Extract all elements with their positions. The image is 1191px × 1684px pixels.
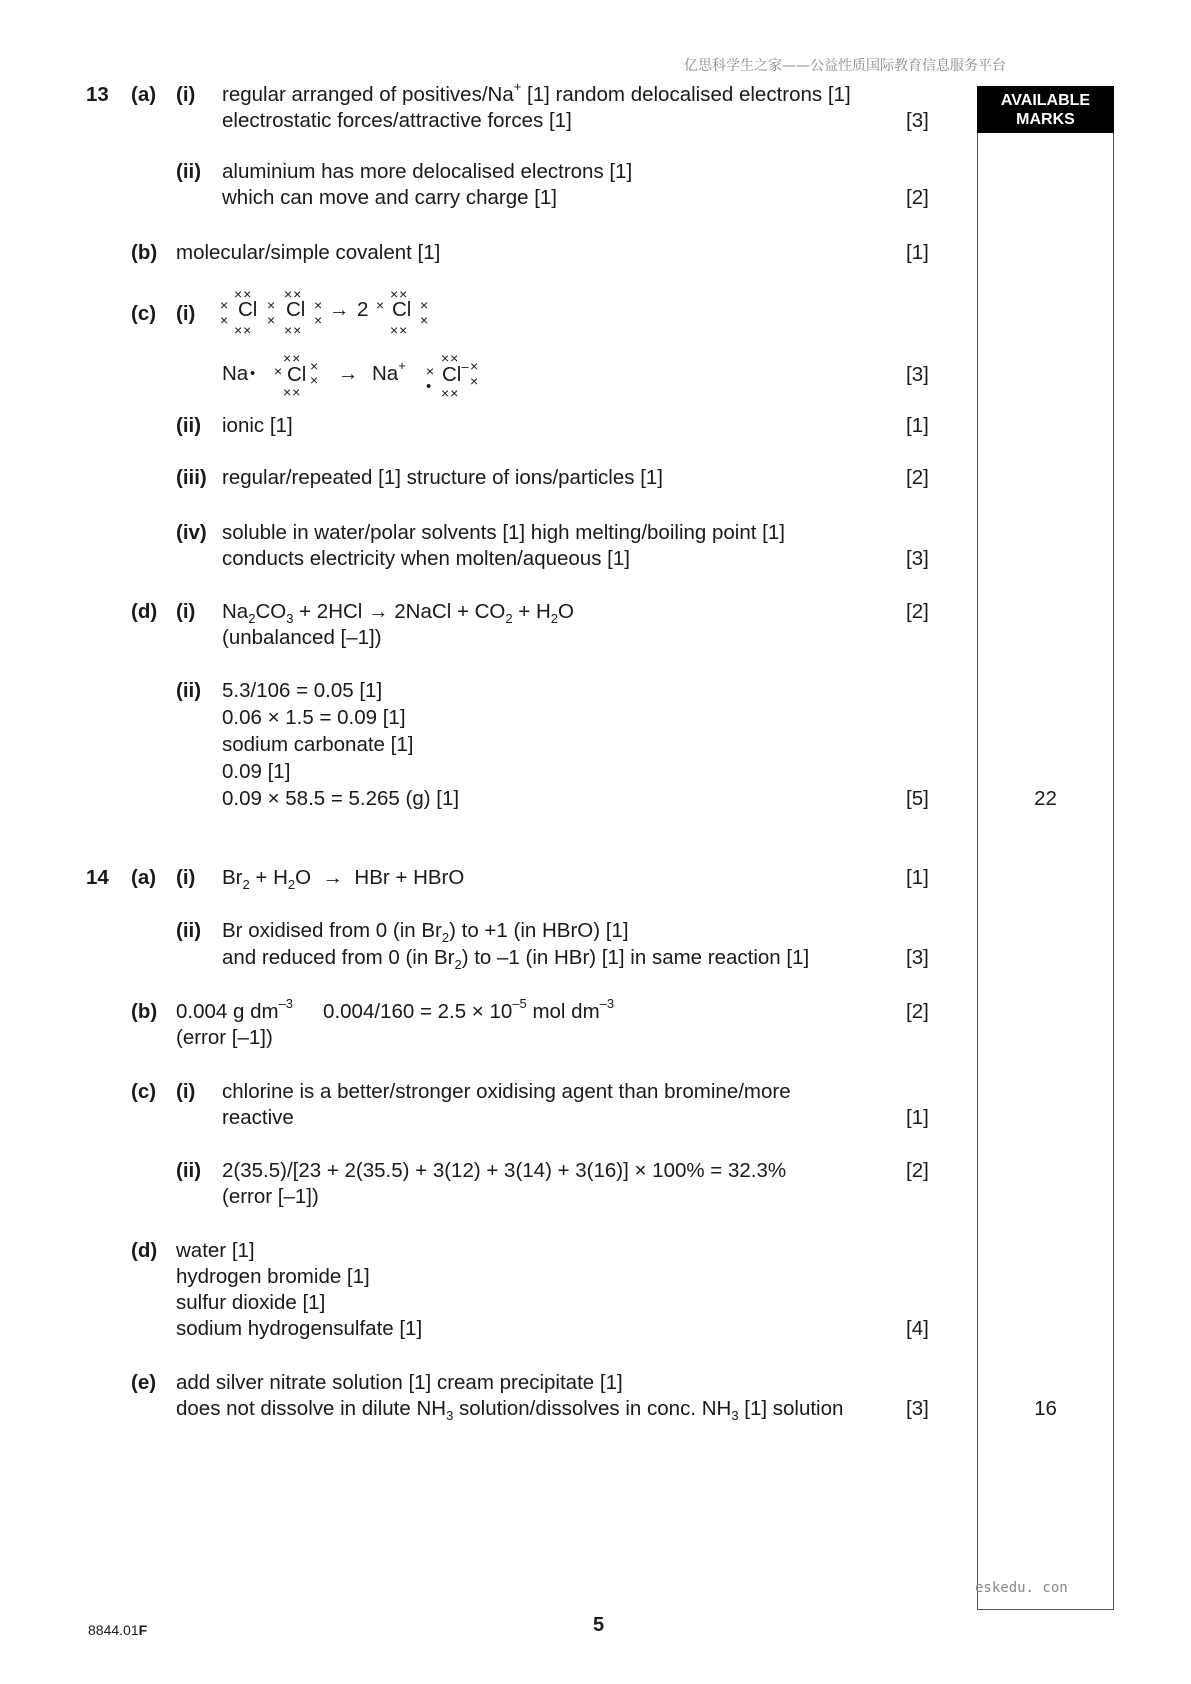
- sodium-symbol: Na: [222, 362, 249, 385]
- q13-dii-line: 0.09 [1]: [222, 760, 291, 783]
- cross: ×: [470, 358, 480, 374]
- q13-ai-mark: [3]: [906, 109, 929, 132]
- chlorine-symbol: Cl: [286, 298, 306, 321]
- q13-di-equation: $Na_2CO_3 + 2HCl$ → 2NaCl + $CO_2 + H_2O$: [222, 600, 574, 627]
- q14-aii-line1: Br oxidised from 0 (in $Br_2$) to +1 (in HBrO) [1]: [222, 919, 629, 946]
- cross-pair: ××: [234, 286, 253, 302]
- sodium-ion: Na+: [372, 358, 406, 385]
- q13-cii-mark: [1]: [906, 414, 929, 437]
- q13-part-b-label: (b): [131, 241, 158, 264]
- q13-dii-line: 0.09 × 58.5 = 5.265 (g) [1]: [222, 787, 460, 810]
- q13-part-d-label: (d): [131, 600, 158, 623]
- electron-dot: •: [250, 365, 256, 382]
- cross: ×: [376, 297, 386, 313]
- paper-code: 8844.01F: [88, 1622, 148, 1638]
- q14-cii-line2: (error [–1]): [222, 1185, 319, 1208]
- question-14-number: 14: [86, 866, 109, 889]
- q14-aii-line2: and reduced from 0 (in $Br_2$) to –1 (in HBr) [1] in same reaction [1]: [222, 946, 810, 973]
- cross-pair: ××: [284, 322, 303, 338]
- header-watermark: 亿思科学生之家——公益性质国际教育信息服务平台: [684, 58, 1006, 74]
- q13-civ-line1: soluble in water/polar solvents [1] high melting/boiling point [1]: [222, 521, 785, 544]
- q13-ciii-label: (iii): [176, 466, 207, 489]
- q14-e-mark: [3]: [906, 1397, 929, 1420]
- available-marks-header: [977, 86, 1114, 133]
- q14-ai-mark: [1]: [906, 866, 929, 889]
- q13-dii-line: 0.06 × 1.5 = 0.09 [1]: [222, 706, 406, 729]
- cross-pair: ××: [283, 384, 302, 400]
- reaction-arrow: →: [329, 298, 350, 321]
- cross-pair: ××: [283, 350, 302, 366]
- cross: ×: [420, 312, 430, 328]
- cross-pair: ××: [390, 322, 409, 338]
- q13-b-mark: [1]: [906, 241, 929, 264]
- marks-header-line1: AVAILABLE: [1000, 92, 1091, 109]
- q14-d-line: hydrogen bromide [1]: [176, 1265, 370, 1288]
- q13-ci-label: (i): [176, 302, 196, 325]
- cross: ×: [267, 297, 277, 313]
- q13-dii-line: sodium carbonate [1]: [222, 733, 414, 756]
- q13-ai-line2: electrostatic forces/attractive forces [1]: [222, 109, 572, 132]
- q13-ciii-text: regular/repeated [1] structure of ions/particles [1]: [222, 466, 663, 489]
- q14-part-c-label: (c): [131, 1080, 157, 1103]
- q13-part-a-label: (a): [131, 83, 157, 106]
- cross: ×: [310, 358, 320, 374]
- q14-d-line: water [1]: [176, 1239, 255, 1262]
- q14-e-line1: add silver nitrate solution [1] cream precipitate [1]: [176, 1371, 623, 1394]
- q14-b-line2: (error [–1]): [176, 1026, 273, 1049]
- cross: ×: [314, 312, 324, 328]
- q13-total-marks: 22: [1034, 787, 1057, 810]
- q13-ciii-mark: [2]: [906, 466, 929, 489]
- q13-civ-mark: [3]: [906, 547, 929, 570]
- cross: ×: [470, 373, 480, 389]
- q13-di-mark: [2]: [906, 600, 929, 623]
- q14-ci-mark: [1]: [906, 1106, 929, 1129]
- q13-dii-line: 5.3/106 = 0.05 [1]: [222, 679, 383, 702]
- q13-di-line2: (unbalanced [–1]): [222, 626, 382, 649]
- q14-d-mark: [4]: [906, 1317, 929, 1340]
- cross-pair: ××: [441, 350, 460, 366]
- q13-civ-line2: conducts electricity when molten/aqueous [1]: [222, 547, 630, 570]
- q13-dii-label: (ii): [176, 679, 202, 702]
- q14-part-d-label: (d): [131, 1239, 158, 1262]
- q14-aii-label: (ii): [176, 919, 202, 942]
- cross: ×: [267, 312, 277, 328]
- footer-watermark: eskedu. con: [975, 1580, 1068, 1596]
- q14-cii-mark: [2]: [906, 1159, 929, 1182]
- chlorine-symbol: Cl: [238, 298, 258, 321]
- q13-cii-text: ionic [1]: [222, 414, 293, 437]
- page-number: 5: [593, 1614, 605, 1636]
- q13-aii-line2: which can move and carry charge [1]: [222, 186, 557, 209]
- q14-d-line: sulfur dioxide [1]: [176, 1291, 326, 1314]
- q14-ci-label: (i): [176, 1080, 196, 1103]
- chlorine-symbol: Cl: [287, 363, 307, 386]
- cross-pair: ××: [284, 286, 303, 302]
- q14-ai-label: (i): [176, 866, 196, 889]
- q13-di-label: (i): [176, 600, 196, 623]
- cross: ×: [420, 297, 430, 313]
- coefficient-2: 2: [357, 298, 369, 321]
- q14-b-line1: 0.004 g $dm^{-3}$ $0.004/160 = 2.5 \times 10^{-5}$ mol $dm^{-3}$: [176, 996, 615, 1023]
- q13-ai-line1: regular arranged of positives/Na+ [1] random delocalised electrons [1]: [222, 79, 851, 106]
- q14-part-b-label: (b): [131, 1000, 158, 1023]
- q14-b-mark: [2]: [906, 1000, 929, 1023]
- cross: ×: [220, 297, 230, 313]
- chlorine-symbol: Cl: [392, 298, 412, 321]
- q13-part-c-label: (c): [131, 302, 157, 325]
- q13-dii-mark: [5]: [906, 787, 929, 810]
- q14-e-line2: does not dissolve in dilute $NH_3$ solution/dissolves in conc. $NH_3$ [1] solution: [176, 1397, 844, 1424]
- cross: ×: [314, 297, 324, 313]
- chloride-ion: Cl–: [442, 359, 469, 386]
- q13-ci-mark: [3]: [906, 363, 929, 386]
- electron-dot: •: [426, 378, 432, 395]
- cross: ×: [310, 372, 320, 388]
- q13-ai-label: (i): [176, 83, 196, 106]
- question-13-number: 13: [86, 83, 109, 106]
- cross: ×: [426, 363, 436, 379]
- q14-part-a-label: (a): [131, 866, 157, 889]
- q14-cii-label: (ii): [176, 1159, 202, 1182]
- q13-b-text: molecular/simple covalent [1]: [176, 241, 441, 264]
- available-marks-column: [977, 86, 1114, 1610]
- q14-ai-equation: $Br_2 + H_2O$ → HBr + HBrO: [222, 866, 465, 893]
- q13-civ-label: (iv): [176, 521, 207, 544]
- q14-cii-line1: 2(35.5)/[23 + 2(35.5) + 3(12) + 3(14) + 3(16)] × 100% = 32.3%: [222, 1159, 787, 1182]
- q14-part-e-label: (e): [131, 1371, 157, 1394]
- q14-aii-mark: [3]: [906, 946, 929, 969]
- q13-aii-mark: [2]: [906, 186, 929, 209]
- cross-pair: ××: [441, 385, 460, 401]
- q14-total-marks: 16: [1034, 1397, 1057, 1420]
- q13-cii-label: (ii): [176, 414, 202, 437]
- q14-d-line: sodium hydrogensulfate [1]: [176, 1317, 423, 1340]
- reaction-arrow: →: [338, 362, 359, 385]
- cross-pair: ××: [234, 322, 253, 338]
- cross: ×: [274, 363, 284, 379]
- cross: ×: [220, 312, 230, 328]
- q14-ci-line2: reactive: [222, 1106, 294, 1129]
- q13-aii-label: (ii): [176, 160, 202, 183]
- q14-ci-line1: chlorine is a better/stronger oxidising agent than bromine/more: [222, 1080, 791, 1103]
- cross-pair: ××: [390, 286, 409, 302]
- q13-aii-line1: aluminium has more delocalised electrons [1]: [222, 160, 633, 183]
- marks-header-line2: MARKS: [1016, 111, 1075, 128]
